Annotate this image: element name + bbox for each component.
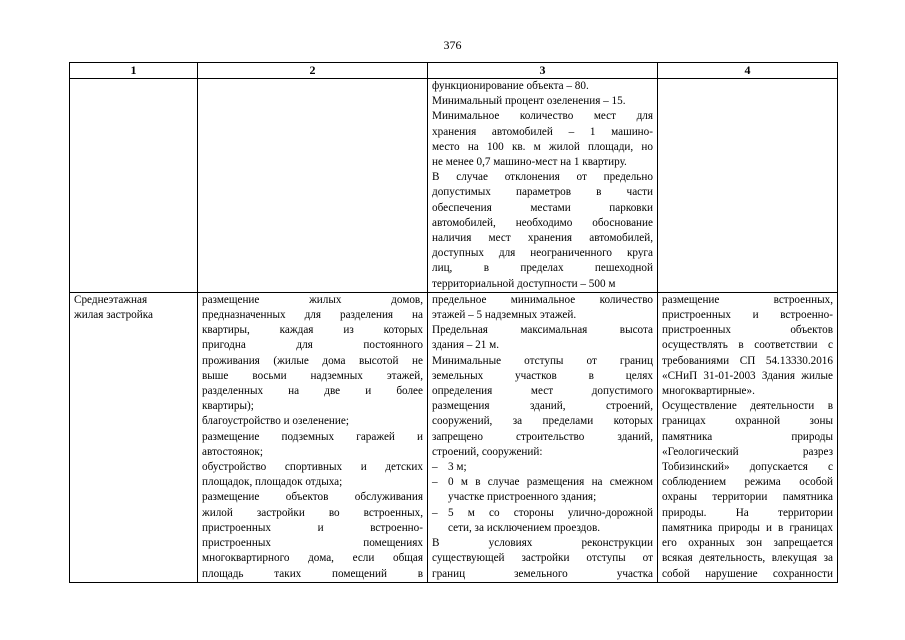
text-line: границах охранной зоны (662, 415, 833, 428)
text-line: выше восьми надземных этажей, (202, 369, 423, 382)
row2-col3-parameters (428, 292, 658, 582)
text-line: 3 м; (448, 461, 467, 474)
text-line: границ земельного участка (432, 567, 653, 580)
text-line: памятника природы (662, 430, 833, 443)
text-line: наличия мест хранения автомобилей, (432, 232, 653, 245)
page-number: 376 (443, 38, 462, 52)
dash-item-text (448, 460, 653, 475)
text-line: размещение встроенных, (662, 293, 833, 306)
text-line: хранения автомобилей – 1 машино- (432, 125, 653, 138)
dash-list-item (432, 460, 653, 475)
text-line: жилой застройки во встроенных, (202, 506, 423, 519)
row2-col1-land-use-name (70, 292, 198, 582)
text-line: Минимальные отступы от границ (432, 354, 653, 367)
dash-marker: – (432, 476, 438, 489)
text-line: квартиры); (202, 400, 254, 413)
text-line: памятника природы и в границах (662, 521, 833, 534)
text-line: В условиях реконструкции (432, 537, 653, 550)
text-line: площадок, площадок отдыха; (202, 476, 343, 489)
text-line: пристроенных и встроенно- (662, 309, 833, 322)
table-row (70, 79, 838, 293)
text-line: Среднеэтажная (74, 293, 148, 306)
row2-col4-restrictions (658, 292, 838, 582)
text-line: Минимальный процент озеленения – 15. (432, 95, 626, 108)
text-line: функционирование объекта – 80. (432, 80, 589, 92)
text-line: не менее 0,7 машино-мест на 1 квартиру. (432, 156, 627, 169)
header-col-1: 1 (70, 63, 198, 79)
text-line: Предельная максимальная высота (432, 324, 653, 337)
row1-col2 (198, 79, 428, 293)
dash-list-item (432, 475, 653, 505)
text-line: сети, за исключением проездов. (448, 521, 601, 534)
text-line: сооружений, за пределами которых (432, 415, 653, 428)
text-line: «Геологический разрез (662, 445, 833, 458)
text-line: пристроенных объектов (662, 324, 833, 337)
text-line: пристроенных помещениях (202, 537, 423, 550)
dash-list-item (432, 506, 653, 536)
text-line: соблюдением режима особой (662, 476, 833, 489)
row2-col3-dash-list (432, 460, 653, 536)
row2-col2-permitted-use (198, 292, 428, 582)
text-line: всякая деятельность, влекущая за (662, 552, 833, 565)
text-line: размещение подземных гаражей и (202, 430, 423, 443)
text-line: территориальной доступности – 500 м (432, 277, 616, 290)
dash-item-text (448, 506, 653, 536)
text-line: существующей застройки отступы от (432, 552, 653, 565)
text-line: участке пристроенного здания; (448, 491, 597, 504)
text-line: жилая застройка (74, 309, 153, 322)
text-line: Минимальное количество мест для (432, 110, 653, 123)
dash-marker: – (432, 461, 438, 474)
dash-marker: – (432, 506, 438, 519)
row2-col3-tail (432, 536, 653, 582)
text-line: автостоянок; (202, 445, 263, 458)
text-line: В случае отклонения от предельно (432, 171, 653, 184)
text-line: 0 м в случае размещения на смежном (448, 476, 653, 489)
text-line: допустимых параметров в части (432, 186, 653, 199)
text-line: квартиры, каждая из которых (202, 324, 423, 337)
text-line: осуществлять в соответствии с (662, 339, 833, 352)
text-line: пристроенных и встроенно- (202, 521, 423, 534)
text-line: обеспечения местами парковки (432, 201, 653, 214)
text-line: 5 м со стороны улично-дорожной (448, 506, 653, 519)
text-line: земельных участков в целях (432, 369, 653, 382)
zoning-table (69, 62, 838, 583)
text-line: запрещено строительство зданий, (432, 430, 653, 443)
text-line: предельное минимальное количество (432, 293, 653, 306)
row1-col4 (658, 79, 838, 293)
text-line: требованиями СП 54.13330.2016 (662, 354, 833, 367)
text-line: Осуществление деятельности в (662, 400, 833, 413)
text-line: предназначенных для разделения на (202, 309, 423, 322)
dash-item-text (448, 475, 653, 505)
text-line: пригодна для постоянного (202, 339, 423, 352)
text-line: этажей – 5 надземных этажей. (432, 309, 577, 322)
text-line: разделенных на две и более (202, 385, 423, 398)
text-line: обустройство спортивных и детских (202, 461, 423, 474)
text-line: строений, сооружений: (432, 445, 543, 458)
text-line: благоустройство и озеленение; (202, 415, 349, 428)
text-line: многоквартирные». (662, 385, 755, 398)
row2-col3-intro (432, 293, 653, 460)
text-line: его охранных зон запрещается (662, 537, 833, 550)
text-line: размещение жилых домов, (202, 293, 423, 306)
table-row (70, 292, 838, 582)
text-line: многоквартирного дома, если общая (202, 552, 423, 565)
text-line: охраны территории памятника (662, 491, 833, 504)
text-line: Тобизинский» допускается с (662, 461, 833, 474)
text-line: размещение объектов обслуживания (202, 491, 423, 504)
text-line: проживания (жилые дома высотой не (202, 354, 423, 367)
text-line: доступных для неограниченного круга (432, 247, 653, 260)
text-line: место на 100 кв. м жилой площади, но (432, 140, 653, 153)
header-col-3: 3 (428, 63, 658, 79)
text-line: здания – 21 м. (432, 339, 500, 352)
text-line: лиц, в пределах пешеходной (432, 262, 653, 275)
header-col-2: 2 (198, 63, 428, 79)
text-line: определения мест допустимого (432, 385, 653, 398)
text-line: площадь таких помещений в (202, 567, 423, 580)
header-col-4: 4 (658, 63, 838, 79)
row1-col1 (70, 79, 198, 293)
text-line: размещения зданий, строений, (432, 400, 653, 413)
text-line: автомобилей, необходимо обоснование (432, 216, 653, 229)
text-line: собой нарушение сохранности (662, 567, 833, 580)
row1-col3 (428, 79, 658, 293)
text-line: «СНиП 31-01-2003 Здания жилые (662, 369, 833, 382)
text-line: природы. На территории (662, 506, 833, 519)
table-header-row (70, 63, 838, 79)
